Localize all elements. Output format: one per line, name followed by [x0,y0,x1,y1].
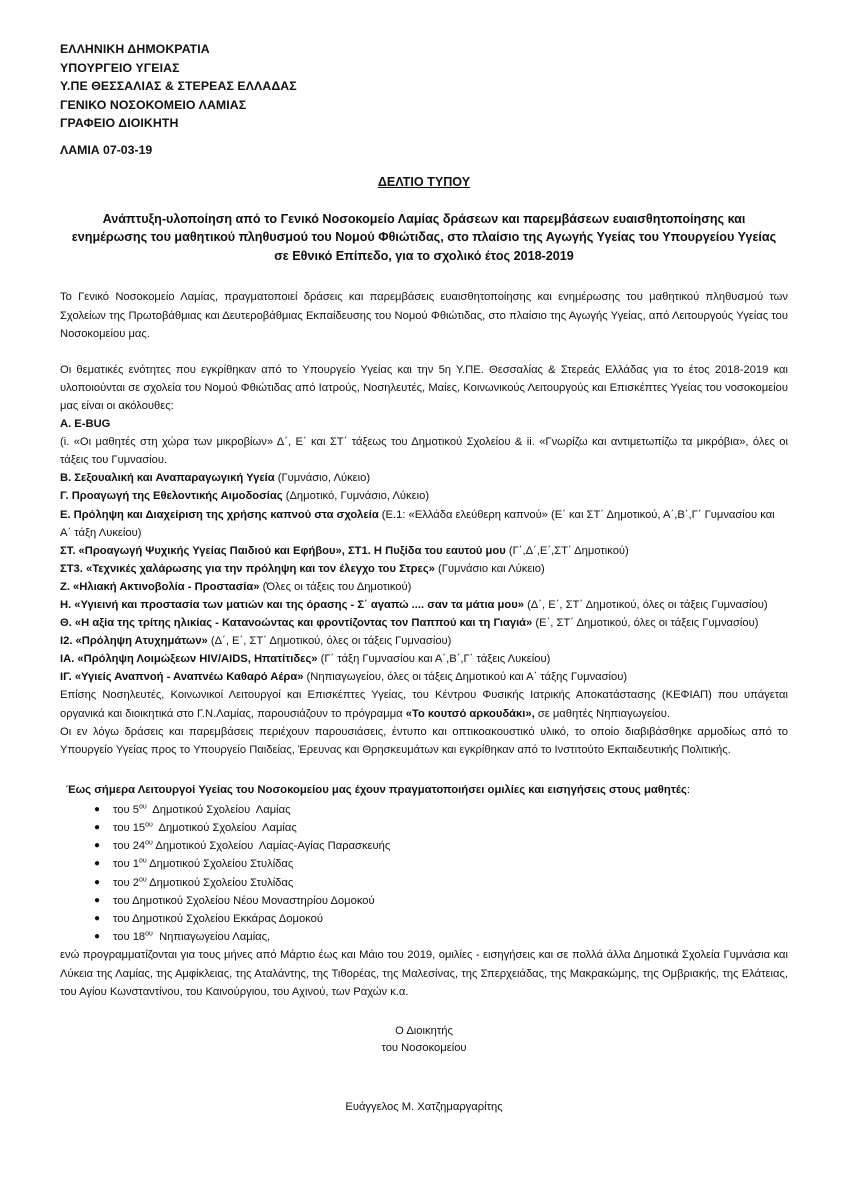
topic-detail: (Γ΄,Δ΄,Ε΄,ΣΤ΄ Δημοτικού) [505,544,629,557]
topic-title: ΙΓ. «Υγιείς Αναπνοή - Αναπνέω Καθαρό Αέρα» [60,671,304,684]
school-name-rest: Δημοτικού Σχολείου Λαμίας [146,803,291,816]
bullet-icon: ● [94,913,101,925]
letterhead-line-republic: ΕΛΛΗΝΙΚΗ ΔΗΜΟΚΡΑΤΙΑ [60,42,210,56]
ordinal-suffix: ου [138,875,147,883]
topic-title: ΣΤ3. «Τεχνικές χαλάρωσης για την πρόληψη και τον έλεγχο του Στρες» [60,562,435,575]
bullet-icon: ● [94,803,101,815]
topic-detail: (Όλες οι τάξεις του Δημοτικού) [259,580,412,593]
ordinal-suffix: ου [145,930,153,938]
topic-detail: (Δ΄, Ε΄, ΣΤ΄ Δημοτικού, όλες οι τάξεις Γυμνασίου) [207,635,452,648]
school-name-rest: Δημοτικού Σχολείου Λαμίας [152,822,297,835]
signature-role-line1: Ο Διοικητής [395,1024,453,1037]
letterhead-line-office: ΓΡΑΦΕΙΟ ΔΙΟΙΚΗΤΗ [60,116,179,131]
bullet-icon: ● [94,931,101,943]
document-date: ΛΑΜΙΑ 07-03-19 [60,142,153,157]
topic-title: Β. Σεξουαλική και Αναπαραγωγική Υγεία [60,472,275,485]
topic-item [60,469,788,487]
topic-item [60,650,788,668]
school-name-rest: Δημοτικού Σχολείου Λαμίας-Αγίας Παρασκευής [152,840,391,853]
ordinal-suffix: ου [145,821,153,829]
topics-intro-paragraph: Οι θεματικές ενότητες που εγκρίθηκαν από το Υπουργείο Υγείας και την 5η Υ.ΠΕ. Θεσσαλίας & Στερεάς Ελλάδας για το έτος 2018-2019 και υλοποιούνται σε σχολεία του Νομού Φθιώτιδας από Ιατρούς, Νοσηλευτές, Μαίες, Κοινωνικούς Λειτουργούς και Επισκέπτες Υγείας του νοσοκομείου μας είναι οι ακόλουθες: [60,363,788,412]
topic-detail: (Γυμνάσιο και Λύκειο) [434,562,545,575]
bullet-icon: ● [94,858,101,870]
school-list-item [94,837,788,855]
topic-title: Θ. «Η αξία της τρίτης ηλικίας - Κατανοώντας και φροντίζοντας τον Παππού και τη Γιαγιά» [60,617,533,630]
schools-intro-colon: : [686,783,690,796]
letterhead [60,40,788,158]
school-name: του 15 [113,822,146,835]
school-list-item [94,910,788,928]
topic-detail: (Γυμνάσιο, Λύκειο) [274,472,371,485]
topic-item [60,614,788,632]
kefiap-text-end: σε μαθητές Νηπιαγωγείου. [534,707,670,720]
topic-title: Ε. Πρόληψη και Διαχείριση της χρήσης καπνού στα σχολεία [60,508,379,521]
bullet-icon: ● [94,876,101,888]
school-name: του Δημοτικού Σχολείου Εκκάρας Δομοκού [113,913,323,926]
materials-paragraph: Οι εν λόγω δράσεις και παρεμβάσεις περιέχουν παρουσιάσεις, έντυπο και οπτικοακουστικό υλικό, το οποίο διαβιβάσθηκε αρμοδίως από το Υπουργείο Υγείας προς το Υπουργείο Παιδείας, Έρευνας και Θρησκευμάτων και εγκρίθηκαν από το Ινστιτούτο Εκπαιδευτικής Πολιτικής. [60,725,788,756]
topic-item [60,542,788,560]
topic-item [60,560,788,578]
topic-title: Α. E-BUG [60,418,111,431]
topic-detail: (Γ΄ τάξη Γυμνασίου και Α΄,Β΄,Γ΄ τάξεις Λυκείου) [317,653,551,666]
school-name-rest: Δημοτικού Σχολείου Στυλίδας [146,858,294,871]
topic-item [60,433,788,469]
letterhead-line-region: Υ.ΠΕ ΘΕΣΣΑΛΙΑΣ & ΣΤΕΡΕΑΣ ΕΛΛΑΔΑΣ [60,79,297,94]
topic-item [60,578,788,596]
topic-detail: (Ε΄, ΣΤ΄ Δημοτικού, όλες οι τάξεις Γυμνασίου) [532,617,759,630]
topic-detail: (Δημοτικό, Γυμνάσιο, Λύκειο) [282,490,430,503]
topic-item [60,506,788,542]
topic-title: Η. «Υγιεινή και προστασία των ματιών και της όρασης - Σ΄ αγαπώ .... σαν τα μάτια μου» [60,598,524,611]
school-list-item [94,928,788,946]
signature-role-line2: του Νοσοκομείου [381,1042,467,1055]
school-name-rest: Νηπιαγωγείου Λαμίας, [152,931,271,944]
school-list-item [94,819,788,837]
kefiap-program-name: «Το κουτσό αρκουδάκι», [405,707,535,720]
ordinal-suffix: ου [138,857,147,865]
document-title: ΔΕΛΤΙΟ ΤΥΠΟΥ [377,174,471,189]
planned-paragraph: ενώ προγραμματίζονται για τους μήνες από Μάρτιο έως και Μάιο του 2019, ομιλίες - εισηγήσεις και σε πολλά άλλα Δημοτικά Σχολεία Γυμνάσια και Λύκεια της Λαμίας, της Αμφίκλειας, της Αταλάντης, της Τιθορέας, της Μαλεσίνας, της Σπερχειάδας, της Μακρακώμης, της Ομβριακής, της Ελάτειας, του Αγίου Κωνσταντίνου, του Καινούργιου, του Αχινού, των Ραχών κ.α. [60,949,788,998]
school-name: του 5 [113,803,139,816]
schools-intro [60,781,788,799]
ordinal-suffix: ου [145,839,153,847]
topic-item [60,596,788,614]
intro-paragraph: Το Γενικό Νοσοκομείο Λαμίας, πραγματοποιεί δράσεις και παρεμβάσεις ευαισθητοποίησης και ενημέρωσης του μαθητικού πληθυσμού των Σχολείων της Πρωτοβάθμιας και Δευτεροβάθμιας Εκπαίδευσης του Νομού Φθιώτιδας, στο πλαίσιο της Αγωγής Υγείας, από Λειτουργούς Υγείας του Νοσοκομείου μας. [60,291,788,340]
press-release-page [60,40,788,1116]
topic-detail: (Δ΄, Ε΄, ΣΤ΄ Δημοτικού, όλες οι τάξεις Γυμνασίου) [523,598,768,611]
school-list-item [94,801,788,819]
topic-title: Ι2. «Πρόληψη Ατυχημάτων» [60,635,208,648]
kefiap-text: Επίσης Νοσηλευτές, Κοινωνικοί Λειτουργοί και Επισκέπτες Υγείας, του Κέντρου Φυσικής Ιατρικής Αποκατάστασης (ΚΕΦΙΑΠ) που υπάγεται οργανικά και διοικητικά στο Γ.Ν.Λαμίας, παρουσιάζουν το πρόγραμμα [60,689,788,720]
bullet-icon: ● [94,822,101,834]
bullet-icon: ● [94,840,101,852]
topics-list [60,415,788,686]
school-list-item [94,874,788,892]
topic-title: ΙΑ. «Πρόληψη Λοιμώξεων HIV/AIDS, Ηπατίτιδες» [60,653,318,666]
bullet-icon: ● [94,894,101,906]
ordinal-suffix: ου [138,803,147,811]
topic-title: ΣΤ. «Προαγωγή Ψυχικής Υγείας Παιδιού και Εφήβου», ΣΤ1. Η Πυξίδα του εαυτού μου [60,544,506,557]
school-list-item [94,855,788,873]
topic-item [60,668,788,686]
school-name: του 1 [113,858,139,871]
schools-list [60,801,788,947]
schools-intro-text: Έως σήμερα Λειτουργοί Υγείας του Νοσοκομείου μας έχουν πραγματοποιήσει ομιλίες και εισηγήσεις στους μαθητές [66,783,687,796]
school-list-item [94,892,788,910]
letterhead-line-hospital: ΓΕΝΙΚΟ ΝΟΣΟΚΟΜΕΙΟ ΛΑΜΙΑΣ [60,97,247,112]
topic-item [60,632,788,650]
school-name: του Δημοτικού Σχολείου Νέου Μοναστηρίου Δομοκού [113,894,375,907]
school-name-rest: Δημοτικού Σχολείου Στυλίδας [146,876,294,889]
school-name: του 24 [113,840,146,853]
topic-detail: (Ε.1: «Ελλάδα ελεύθερη καπνού» (Ε΄ και ΣΤ΄ Δημοτικού, Α΄,Β΄,Γ΄ Γυμνασίου και Α΄ τάξη Λυκείου) [60,508,775,539]
topic-detail: (Νηπιαγωγείου, όλες οι τάξεις Δημοτικού και Α΄ τάξης Γυμνασίου) [303,671,628,684]
kefiap-paragraph [60,686,788,722]
topic-title: Γ. Προαγωγή της Εθελοντικής Αιμοδοσίας [60,490,283,503]
topic-detail: (i. «Οι μαθητές στη χώρα των μικροβίων» Δ΄, Ε΄ και ΣΤ΄ τάξεως του Δημοτικού Σχολείου & ii. «Γνωρίζω και αντιμετωπίζω τα μικρόβια», όλες οι τάξεις του Γυμνασίου. [60,436,788,467]
school-name: του 18 [113,931,146,944]
document-subject: Ανάπτυξη-υλοποίηση από το Γενικό Νοσοκομείο Λαμίας δράσεων και παρεμβάσεων ευαισθητοποίησης και ενημέρωσης του μαθητικού πληθυσμού του Νομού Φθιώτιδας, στο πλαίσιο της Αγωγής Υγείας του Υπουργείου Υγείας σε Εθνικό Επίπεδο, για το σχολικό έτος 2018-2019 [71,211,777,263]
topic-item [60,487,788,505]
signature-name: Ευάγγελος Μ. Χατζημαργαρίτης [345,1100,503,1113]
topic-title: Ζ. «Ηλιακή Ακτινοβολία - Προστασία» [60,580,260,593]
topic-item [60,415,788,433]
letterhead-line-ministry: ΥΠΟΥΡΓΕΙΟ ΥΓΕΙΑΣ [60,60,180,75]
school-name: του 2 [113,876,139,889]
